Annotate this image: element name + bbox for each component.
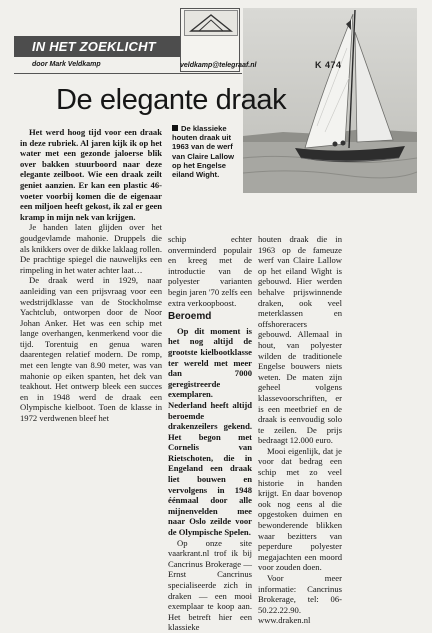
vaarkrant-logo (184, 10, 238, 36)
article-paragraph-5: Op onze site vaarkrant.nl trof ik bij Cancrinus Brokerage — Ernst Cancrinus specialiseerde zich in draken — een mooi exemplaar te koop aan. Het betreft hier een klassieke (168, 537, 252, 633)
sail-number: K 474 (315, 60, 342, 70)
article-subhead: Beroemd (168, 311, 212, 323)
article-column-1 (20, 127, 162, 424)
article-paragraph-7: Mooi eigenlijk, dat je voor dat bedrag een schip met zo veel historie in handen krijgt. En daar bovenop ook nog eens al die opgestoken duimen en bewonderende blikken waar bezitters van peperdure polyester megajachten een moord voor zouden doen. (258, 445, 342, 573)
article-paragraph-2: De draak werd in 1929, naar aanleiding van een prijsvraag voor een wedstrijdklasse van de Stockholmse Yachtclub, ontworpen door de Noor Johan Anker. Het was een schip met lange overhangen, kenmerkend voor die tijd. Torentuig en genua waren daarentegen relatief modern. De romp, met een lengte van 8.90 meter, was van mahonie op eiken spanten, het dek van teakhout. Het ontwerp bleek een succes en in 1948 werd de draak een Olympische kielboot. Toen de klasse in 1972 verdwenen bleef het (20, 275, 162, 424)
article-paragraph-8: Voor meer informatie: Cancrinus Brokerage, tel: 06-50.22.22.90. www.draken.nl (258, 573, 342, 626)
author-email: veldkamp@telegraaf.nl (180, 62, 257, 69)
photo-caption (172, 124, 242, 179)
article-paragraph-4: Op dit moment is het nog altijd de grootste kielbootklasse ter wereld met meer dan 7000 geregistreerde exemplaren. Nederland heeft altijd beroemde drakenzeilers gekend. Het begon met Cornelis van Rietschoten, die in Engeland een draak liet bouwen en vervolgens in 1948 éénmaal door alle mijnenvelden mee naar Oslo zeilde voor de Olympische Spelen. (168, 325, 252, 538)
article-column-3 (258, 234, 342, 626)
header-divider (14, 73, 242, 74)
byline: door Mark Veldkamp (32, 61, 101, 68)
article-lead: Het werd hoog tijd voor een draak in deze rubriek. Al jaren kijk ik op het water met een gezonde jaloerse blik over bakken stuurboord naar deze elegante zeilboot. Wie een draak zeilt geniet aanzien. Er kan een plastic 46-voeter voorbij komen die de eigenaar een miljoen heeft gekost, ik zal er geen kramp in mijn nek van krijgen. (20, 127, 162, 222)
article-paragraph-3: schip echter onverminderd populair en kreeg met de introductie van de polyester varianten begin jaren '70 zelfs een extra verkoopboost. (168, 234, 252, 308)
article-paragraph-6: houten draak die in 1963 op de fameuze werf van Claire Lallow op het eiland Wight is gebouwd. Hier werden behalve prijswinnende draken, ook veel meterklassen en offshoreracers gebouwd. Allemaal in hout, van polyester wilden de traditionele Engelse bouwers niets weten. De maten zijn geheel volgens klassevoorschriften, er is een meetbrief en de draak is eenvoudig solo te zeilen. De prijs bedraagt 12.000 euro. (258, 234, 342, 446)
caption-text: De klassieke houten draak uit 1963 van de werf van Claire Lallow op het Engelse eiland Wight. (172, 124, 235, 180)
headline: De elegante draak (56, 84, 287, 116)
article-column-2 (168, 234, 252, 633)
section-title-banner: IN HET ZOEKLICHT (14, 36, 229, 57)
article-paragraph-1: Je handen laten glijden over het goudgevlamde mahonie. Druppels die als knikkers over de dikke laklaag rollen. De prachtige spiegel die nauwelijks een rimpeling in het water achter laat… (20, 222, 162, 275)
logo-graphic-icon (185, 11, 237, 35)
caption-bullet-icon (172, 125, 178, 131)
